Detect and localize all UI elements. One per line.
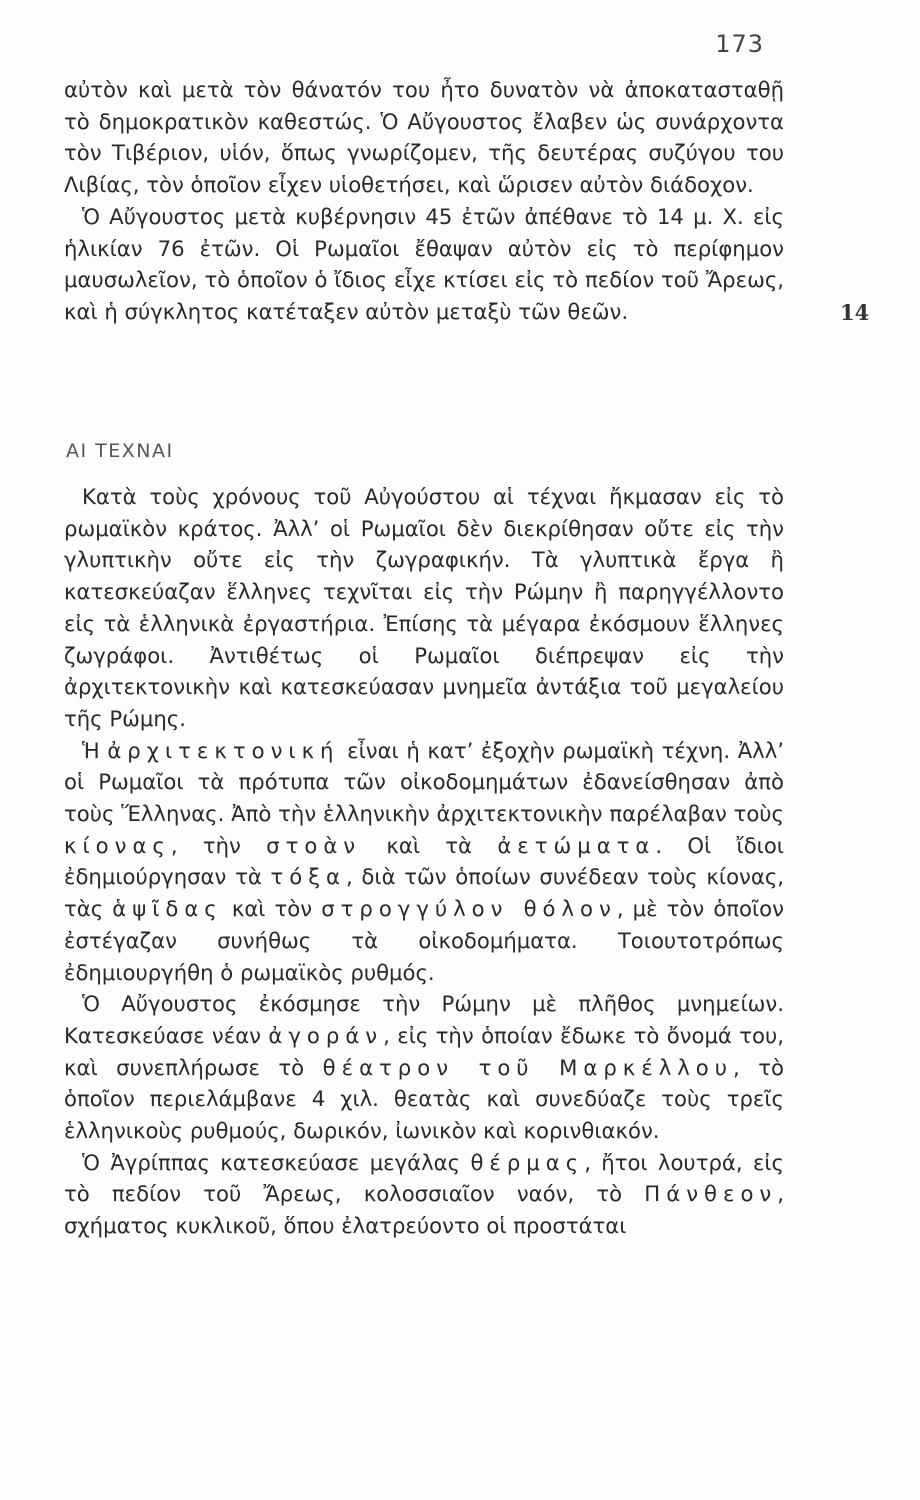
emphasis-term: ἁψῖδας (112, 896, 223, 922)
paragraph-5-text: Ὁ Αὔγουστος ἐκόσμησε τὴν Ρώμην μὲ πλῆθος μνημείων. Κατεσκεύασε νέαν (64, 991, 784, 1048)
text-block-main (64, 481, 784, 1242)
emphasis-term: στρογγύλον θόλον (321, 896, 617, 922)
paragraph-4-text: καὶ τὰ (361, 832, 498, 858)
emphasis-term: θέατρον τοῦ Μαρκέλλου (322, 1054, 734, 1080)
paragraph-5 (64, 988, 784, 1147)
emphasis-term: στοὰν (266, 832, 362, 858)
paragraph-1: αὐτὸν καὶ μετὰ τὸν θάνατόν του ἦτο δυνατὸν νὰ ἀποκατασταθῇ τὸ δημοκρατικὸν καθεστώς. Ὁ Αὔγουστος ἔλαβεν ὡς συνάρχοντα τὸν Τιβέριον, υἱόν, ὅπως γνωρίζομεν, τῆς δευτέρας συζύγου του Λιβίας, τὸν ὁποῖον εἶχεν υἱοθετήσει, καὶ ὥρισεν αὐτὸν διάδοχον. (64, 77, 784, 198)
paragraph-5-text: , εἰς τὴν ὁποίαν ἔδωκε τὸ ὄνομά του, καὶ συνεπλήρωσε τὸ (64, 1022, 784, 1080)
text-block-top (64, 74, 784, 328)
paragraph-2: Ὁ Αὔγουστος μετὰ κυβέρνησιν 45 ἐτῶν ἀπέθανε τὸ 14 μ. Χ. εἰς ἡλικίαν 76 ἐτῶν. Οἱ Ρωμαῖοι ἔθαψαν αὐτὸν εἰς τὸ περίφημον μαυσωλεῖον, τὸ ὁποῖον ὁ ἴδιος εἶχε κτίσει εἰς τὸ πεδίον τοῦ Ἄρεως, καὶ ἡ σύγκλητος κατέταξεν αὐτὸν μεταξὺ τῶν θεῶν. (64, 203, 784, 324)
paragraph-4-text: . Οἱ ἴδιοι ἐδημιούργησαν τὰ (64, 832, 784, 890)
emphasis-term: ἀγοράν (268, 1022, 384, 1048)
emphasis-term: κίονας (64, 832, 171, 858)
emphasis-term: τόξα (270, 864, 346, 890)
emphasis-term: Πάνθεον (644, 1181, 778, 1207)
paragraph-4-text: καὶ τὸν (222, 896, 322, 922)
paragraph-4-text: εἶναι ἡ κατ’ ἐξοχὴν ρωμαϊκὴ τέχνη. Ἀλλ’ οἱ Ρωμαῖοι τὰ πρότυπα τῶν οἰκοδομημάτων ἐδανείσθησαν ἀπὸ τοὺς Ἕλληνας. Ἀπὸ τὴν ἑλληνικὴν ἀρχιτεκτονικὴν παρέλαβαν τοὺς (64, 737, 784, 827)
paragraph-5-text: , τὸ ὁποῖον περιελάμβανε 4 χιλ. θεατὰς καὶ συνεδύαζε τοὺς τρεῖς ἑλληνικοὺς ρυθμούς, δωρικόν, ἰωνικὸν καὶ κορινθιακόν. (64, 1054, 784, 1144)
emphasis-term: θέρμας (470, 1149, 585, 1175)
paragraph-4-text: , μὲ τὸν ὁποῖον ἐστέγαζαν συνήθως τὰ οἰκοδομήματα. Τοιουτοτρόπως ἐδημιουργήθη ὁ ρωμαϊκὸς ρυθμός. (64, 896, 784, 985)
paragraph-6-text: , σχήματος κυκλικοῦ, ὅπου ἐλατρεύοντο οἱ προστάται (64, 1181, 784, 1239)
margin-note: 14 (840, 300, 870, 325)
paragraph-3: Κατὰ τοὺς χρόνους τοῦ Αὐγούστου αἱ τέχναι ἤκμασαν εἰς τὸ ρωμαϊκὸν κράτος. Ἀλλ’ οἱ Ρωμαῖοι δὲν διεκρίθησαν οὔτε εἰς τὴν γλυπτικὴν οὔτε εἰς τὴν ζωγραφικήν. Τὰ γλυπτικὰ ἔργα ἢ κατεσκεύαζαν ἕλληνες τεχνῖται εἰς τὴν Ρώμην ἢ παρηγγέλλοντο εἰς τὰ ἑλληνικὰ ἐργαστήρια. Ἐπίσης τὰ μέγαρα ἐκόσμουν ἕλληνες ζωγράφοι. Ἀντιθέτως οἱ Ρωμαῖοι διέπρεψαν εἰς τὴν ἀρχιτεκτονικὴν καὶ κατεσκεύασαν μνημεῖα ἀντάξια τοῦ μεγαλείου τῆς Ρώμης. (64, 484, 784, 731)
emphasis-term: ἀρχιτεκτονική (107, 737, 340, 763)
page-number: 173 (715, 30, 764, 58)
paragraph-6-text: , ἤτοι λουτρά, εἰς τὸ πεδίον τοῦ Ἄρεως, κολοσσιαῖον ναόν, τὸ (64, 1149, 784, 1207)
paragraph-6 (64, 1147, 784, 1242)
paragraph-4 (64, 735, 784, 989)
paragraph-6-text: Ὁ Ἀγρίππας κατεσκεύασε μεγάλας (82, 1149, 471, 1175)
section-heading: ΑΙ ΤΕΧΝΑΙ (66, 440, 174, 462)
paragraph-4-text: , τὴν (170, 832, 267, 858)
paragraph-4-text: , διὰ τῶν ὁποίων συνέδεαν τοὺς κίονας, τὰς (64, 864, 785, 922)
emphasis-term: ἀετώματα (497, 832, 656, 858)
paragraph-4-text: Ἡ (82, 737, 108, 763)
